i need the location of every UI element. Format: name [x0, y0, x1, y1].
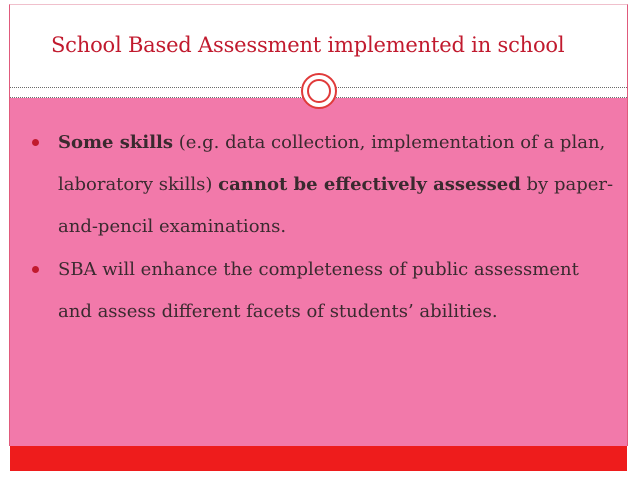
bullet-1-part-4: by paper-and-pencil examinations. — [58, 174, 614, 237]
bullet-1-part-3: cannot be effectively assessed — [218, 174, 521, 195]
inner-circle-icon — [307, 79, 331, 103]
bullet-icon — [32, 266, 39, 273]
bullet-1-part-2: (e.g. data collection, implementation of a plan, laboratory skills) — [58, 132, 606, 195]
bullet-item-2 — [26, 249, 616, 333]
double-circle-ornament-icon — [301, 73, 337, 109]
slide-title: School Based Assessment implemented in school — [51, 33, 565, 57]
bullet-item-1 — [26, 122, 616, 248]
bullet-2-text: SBA will enhance the completeness of public assessment and assess different facets of students’ abilities. — [58, 259, 579, 322]
bullet-icon — [32, 139, 39, 146]
bullet-1-part-1: Some skills — [58, 132, 174, 153]
footer-bar — [10, 446, 627, 471]
bullet-list — [26, 122, 616, 334]
